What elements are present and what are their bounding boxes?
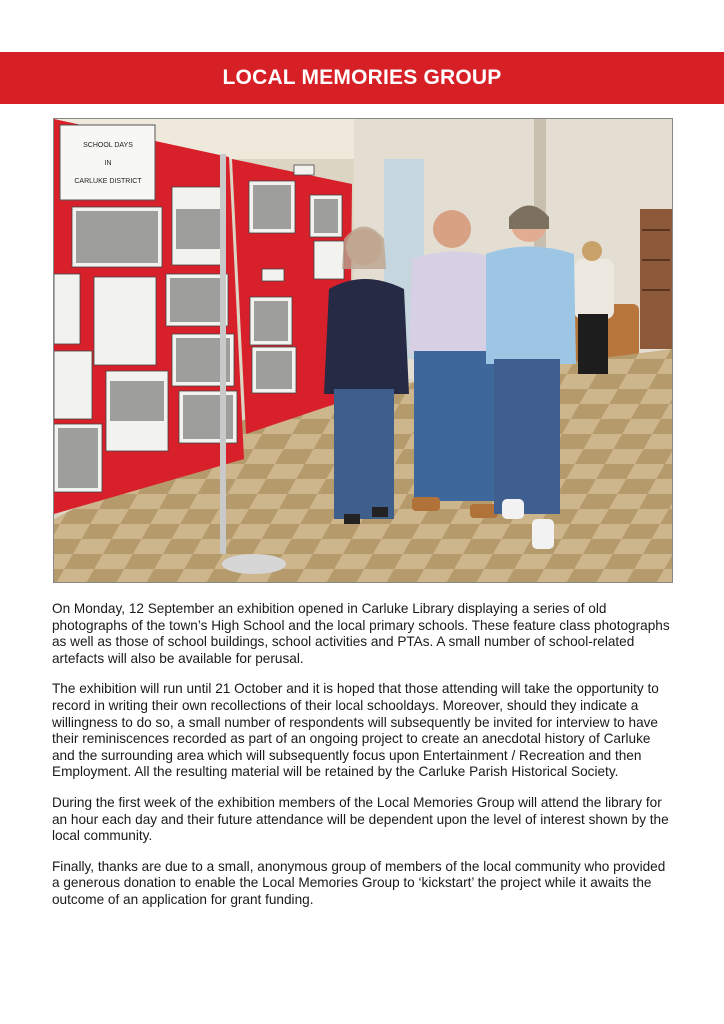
exhibition-photo [53, 118, 673, 583]
page-title: LOCAL MEMORIES GROUP [222, 66, 502, 89]
paragraph-2: The exhibition will run until 21 October and it is hoped that those attending will take the opportunity to record in writing their own recollections of their local schooldays. Moreover, should they indicate a willingness to do so, a small number of respondents will subsequently be invited for interview to have their reminiscences recorded as part of an ongoing project to create an anecdotal history of Carluke and the surrounding area which will subsequently focus upon Entertainment / Recreation and then Employment. All the resulting material will be retained by the Carluke Parish Historical Society. [52, 681, 659, 780]
sign-line-1: SCHOOL DAYS [83, 142, 133, 149]
sign-line-2: IN [104, 160, 112, 167]
exhibition-sign [60, 125, 155, 200]
sign-line-3: CARLUKE DISTRICT [74, 178, 142, 185]
paragraph-4: Finally, thanks are due to a small, anonymous group of members of the local community who provided a generous donation to enable the Local Memories Group to ‘kickstart’ the project while it awaits the outcome of an application for grant funding. [52, 858, 666, 907]
paragraph-3: During the first week of the exhibition members of the Local Memories Group will attend the library for an hour each day and their future attendance will be dependent upon the level of interest shown by the local community. [52, 794, 669, 844]
header-banner [0, 52, 724, 104]
article-body [52, 601, 674, 923]
paragraph-1: On Monday, 12 September an exhibition opened in Carluke Library displaying a series of old photographs of the town’s High School and the local primary schools. These feature class photographs as well as those of school buildings, school activities and PTAs. A small number of school-related artefacts will also be available for perusal. [52, 601, 670, 666]
